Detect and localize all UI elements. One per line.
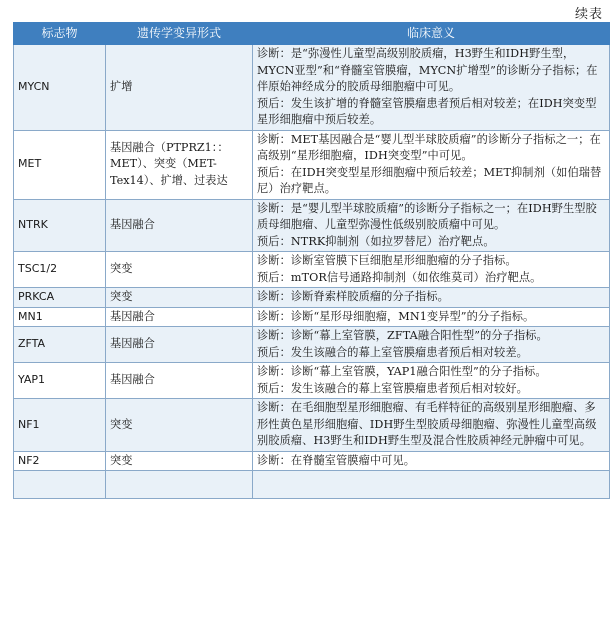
marker-cell: NTRK [14,199,106,252]
variant-type-cell: 基因融合 [106,363,253,399]
variant-type-cell: 突变 [106,399,253,452]
table-row-yap1 [14,363,610,399]
prognosis-text: 预后：mTOR信号通路抑制剂（如依维莫司）治疗靶点。 [257,270,542,284]
prognosis-text: 预后：发生该融合的幕上室管膜瘤患者预后相对较好。 [257,381,528,395]
table-header-row [14,23,610,45]
marker-cell: MYCN [14,45,106,131]
table-row-mycn [14,45,610,131]
variant-type-cell: 扩增 [106,45,253,131]
diagnosis-text: 诊断：是“弥漫性儿童型高级别胶质瘤，H3野生和IDH野生型，MYCN亚型”和“脊髓室管膜瘤，MYCN扩增型”的诊断分子指标；在伴原始神经成分的胶质母细胞瘤中可见。 [257,47,598,93]
variant-type-cell: 基因融合（PTPRZ1：：MET）、突变（MET-Tex14）、扩增、过表达 [106,130,253,199]
diagnosis-text: 诊断：诊断脊索样胶质瘤的分子指标。 [257,290,449,303]
table-row-prkca [14,288,610,308]
table-row-nf2 [14,451,610,471]
diagnosis-text: 诊断：诊断室管膜下巨细胞星形细胞瘤的分子指标。 [257,254,517,267]
table-row-met [14,130,610,199]
diagnosis-text: 诊断：诊断“幕上室管膜，YAP1融合阳性型”的分子指标。 [257,365,547,378]
significance-cell [253,363,610,399]
header-clinical-significance: 临床意义 [253,23,610,45]
significance-cell [253,199,610,252]
empty-cell [106,471,253,499]
diagnosis-text: 诊断：诊断“幕上室管膜，ZFTA融合阳性型”的分子指标。 [257,329,548,342]
significance-cell [253,288,610,308]
continued-label: 续表 [574,7,603,22]
table-row-ntrk [14,199,610,252]
diagnosis-text: 诊断：是“婴儿型半球胶质瘤”的诊断分子指标之一；在IDH野生型胶质母细胞瘤、儿童型弥漫性低级别胶质瘤中可见。 [257,201,597,231]
significance-cell [253,451,610,471]
diagnosis-text: 诊断：在脊髓室管膜瘤中可见。 [257,453,416,467]
table-row-zfta [14,327,610,363]
empty-cell [14,471,106,499]
variant-type-cell: 基因融合 [106,199,253,252]
prognosis-text: 预后：NTRK抑制剂（如拉罗替尼）治疗靶点。 [257,234,495,248]
table-row-tsc [14,252,610,288]
diagnosis-text: 诊断：在毛细胞型星形细胞瘤、有毛样特征的高级别星形细胞瘤、多形性黄色星形细胞瘤、IDH野生型胶质母细胞瘤、弥漫性儿童型高级别胶质瘤、H3野生和IDH野生型及混合性胶质神经元肿瘤中可见。 [257,401,597,447]
marker-cell: TSC1/2 [14,252,106,288]
significance-cell [253,252,610,288]
header-variant-type: 遗传学变异形式 [106,23,253,45]
marker-cell: MN1 [14,307,106,327]
significance-cell [253,45,610,131]
table-row-nf1 [14,399,610,452]
empty-cell [253,471,610,499]
variant-type-cell: 基因融合 [106,307,253,327]
table-row-mn1 [14,307,610,327]
significance-cell [253,327,610,363]
marker-cell: MET [14,130,106,199]
significance-cell [253,307,610,327]
table-row-empty [14,471,610,499]
marker-cell: NF2 [14,451,106,471]
variant-type-cell: 突变 [106,288,253,308]
diagnosis-text: 诊断：诊断“星形母细胞瘤，MN1变异型”的分子指标。 [257,309,535,323]
marker-cell: PRKCA [14,288,106,308]
significance-cell [253,399,610,452]
variant-type-cell: 突变 [106,252,253,288]
prognosis-text: 预后：在IDH突变型星形细胞瘤中预后较差；MET抑制剂（如伯瑞替尼）治疗靶点。 [257,165,602,195]
variant-type-cell: 基因融合 [106,327,253,363]
variant-type-cell: 突变 [106,451,253,471]
significance-cell [253,130,610,199]
marker-cell: NF1 [14,399,106,452]
header-marker: 标志物 [14,23,106,45]
prognosis-text: 预后：发生该扩增的脊髓室管膜瘤患者预后相对较差；在IDH突变型星形细胞瘤中预后较差。 [257,96,597,126]
prognosis-text: 预后：发生该融合的幕上室管膜瘤患者预后相对较差。 [257,345,528,359]
marker-cell: ZFTA [14,327,106,363]
diagnosis-text: 诊断：MET基因融合是“婴儿型半球胶质瘤”的诊断分子指标之一；在高级别“星形细胞瘤，IDH突变型”中可见。 [257,132,601,162]
marker-cell: YAP1 [14,363,106,399]
molecular-marker-table [13,22,610,499]
